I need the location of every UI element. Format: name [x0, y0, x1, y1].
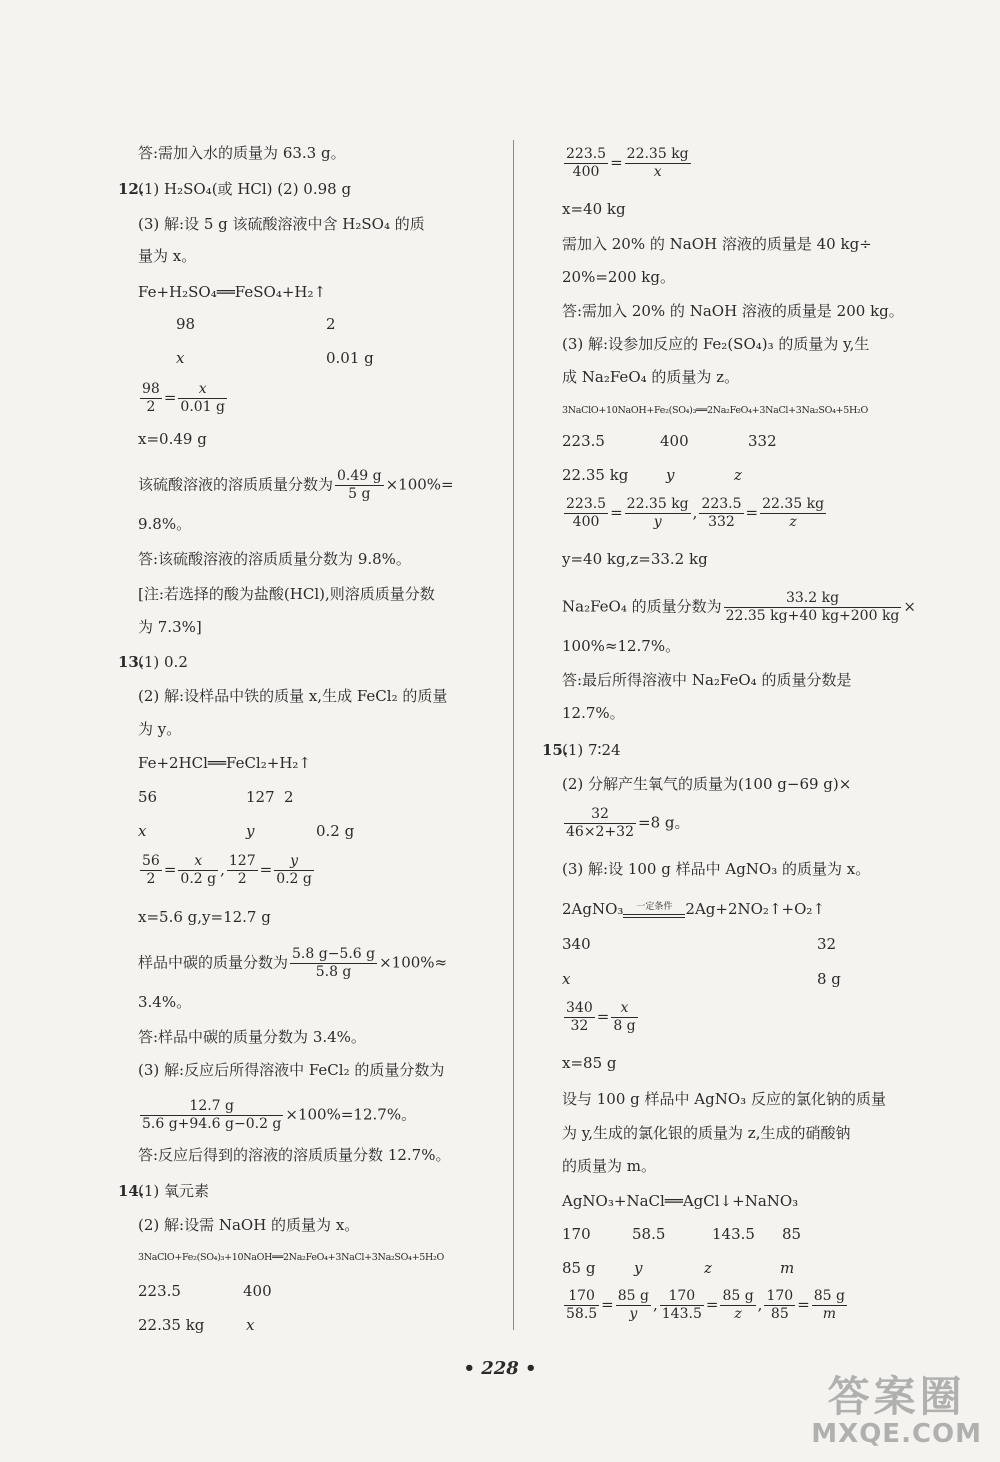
equation-ratio: 223.5 400	[138, 1282, 272, 1300]
answer-line: 12.7%。	[562, 704, 625, 722]
equation-ratio: 340 32	[562, 935, 837, 953]
equation-ratio: x y 0.2 g	[138, 822, 355, 840]
answer-line: 3.4%。	[138, 993, 192, 1011]
equation-ratio: x 8 g	[562, 970, 841, 988]
answer-line: (2) 分解产生氧气的质量为(100 g−69 g)×	[562, 775, 852, 793]
equation: 2AgNO₃ 一定条件 2Ag+2NO₂↑+O₂↑	[562, 900, 825, 918]
watermark-logo: 答案圈 MXQE.COM	[811, 1372, 982, 1449]
proportion: $\frac{56}{2}$ = $\frac{x}{0.2 g}$ , $\frac{127}{2}$ = $\frac{y}{0.2 g}$	[142, 853, 312, 887]
answer-line: 答:该硫酸溶液的溶质质量分数为 9.8%。	[138, 550, 411, 568]
answer-line: x=0.49 g	[138, 430, 207, 448]
equation-ratio: 223.5 400 332	[562, 432, 777, 450]
answer-line: (2) 解:设需 NaOH 的质量为 x。	[138, 1216, 360, 1234]
answer-line: (1) 0.2	[138, 653, 188, 671]
answer-line: 20%=200 kg。	[562, 268, 675, 286]
answer-line: (3) 解:设 5 g 该硫酸溶液中含 H₂SO₄ 的质	[138, 215, 425, 233]
answer-line: 为 y,生成的氯化银的质量为 z,生成的硝酸钠	[562, 1124, 851, 1142]
answer-line: (3) 解:反应后所得溶液中 FeCl₂ 的质量分数为	[138, 1061, 445, 1079]
answer-line: 答:反应后得到的溶液的溶质质量分数 12.7%。	[138, 1146, 451, 1164]
answer-line: (2) 解:设样品中铁的质量 x,生成 FeCl₂ 的质量	[138, 687, 448, 705]
note-line: 为 7.3%]	[138, 618, 202, 636]
answer-line: (1) 氧元素	[138, 1182, 210, 1200]
answer-line: 成 Na₂FeO₄ 的质量为 z。	[562, 368, 740, 386]
proportion: $\frac{223.5}{400}$ = $\frac{22.35 kg}{y}$ , $\frac{223.5}{332}$ = $\frac{22.35 kg}{z}$	[566, 496, 825, 530]
answer-line: 100%≈12.7%。	[562, 637, 681, 655]
equation-ratio: x 0.01 g	[176, 349, 374, 367]
equation: AgNO₃+NaCl══AgCl↓+NaNO₃	[562, 1192, 799, 1210]
answer-line: 需加入 20% 的 NaOH 溶液的质量是 40 kg÷	[562, 235, 872, 253]
proportion: $\frac{32}{46\times 2+32}$ =8 g。	[566, 806, 690, 840]
proportion: $\frac{98}{2}$ = $\frac{x}{0.01 g}$	[142, 381, 225, 415]
answer-line: 的质量为 m。	[562, 1157, 656, 1175]
page-number: • 228 •	[463, 1358, 537, 1379]
question-number: 15.	[542, 741, 569, 759]
answer-line: 样品中碳的质量分数为 $\frac{5.8 g-5.6 g}{5.8 g}$ ×100%≈	[138, 946, 448, 980]
answer-line: (3) 解:设参加反应的 Fe₂(SO₄)₃ 的质量为 y,生	[562, 335, 870, 353]
answer-line: x=40 kg	[562, 200, 626, 218]
answer-line: (1) 7∶24	[562, 741, 621, 759]
equation: 3NaClO+10NaOH+Fe₂(SO₄)₃══2Na₂FeO₄+3NaCl+3Na₂SO₄+5H₂O	[562, 405, 869, 416]
answer-line: $\frac{12.7 g}{5.6 g+94.6 g-0.2 g}$ ×100%=12.7%。	[142, 1098, 417, 1132]
answer-line: 9.8%。	[138, 515, 192, 533]
equation-ratio: 98 2	[176, 315, 336, 333]
answer-line: 量为 x。	[138, 247, 197, 265]
answer-line: x=5.6 g,y=12.7 g	[138, 908, 271, 926]
question-number: 14.	[118, 1182, 145, 1200]
question-number: 12.	[118, 180, 145, 198]
answer-line: 为 y。	[138, 720, 182, 738]
answer-line: (1) H₂SO₄(或 HCl) (2) 0.98 g	[138, 180, 352, 198]
proportion: $\frac{340}{32}$ = $\frac{x}{8 g}$	[566, 1000, 636, 1034]
proportion: $\frac{223.5}{400}$ = $\frac{22.35 kg}{x}$	[566, 146, 689, 180]
answer-line: 答:需加入 20% 的 NaOH 溶液的质量是 200 kg。	[562, 302, 904, 320]
column-divider	[513, 140, 514, 1330]
equation-ratio: 22.35 kg y z	[562, 466, 742, 484]
note-line: [注:若选择的酸为盐酸(HCl),则溶质质量分数	[138, 585, 435, 603]
equation: 3NaClO+Fe₂(SO₄)₃+10NaOH══2Na₂FeO₄+3NaCl+3Na₂SO₄+5H₂O	[138, 1252, 445, 1263]
answer-line: x=85 g	[562, 1054, 617, 1072]
answer-line: 设与 100 g 样品中 AgNO₃ 反应的氯化钠的质量	[562, 1090, 886, 1108]
equation-ratio: 85 g y z m	[562, 1259, 795, 1277]
answer-line: 该硫酸溶液的溶质质量分数为 $\frac{0.49 g}{5 g}$ ×100%=	[138, 468, 454, 502]
answer-line: 答:样品中碳的质量分数为 3.4%。	[138, 1028, 366, 1046]
equation-ratio: 170 58.5 143.5 85	[562, 1225, 802, 1243]
answer-line: Na₂FeO₄ 的质量分数为 $\frac{33.2 kg}{22.35 kg+40 kg+200 kg}$ ×	[562, 590, 916, 624]
answer-line: (3) 解:设 100 g 样品中 AgNO₃ 的质量为 x。	[562, 860, 871, 878]
proportion: $\frac{170}{58.5}$ = $\frac{85 g}{y}$ , $\frac{170}{143.5}$ = $\frac{85 g}{z}$ , $\frac{170}{85}$ = $\frac{85 g}{m}$	[566, 1288, 845, 1322]
equation: Fe+2HCl══FeCl₂+H₂↑	[138, 754, 311, 772]
question-number: 13.	[118, 653, 145, 671]
answer-line: y=40 kg,z=33.2 kg	[562, 550, 708, 568]
equation-ratio: 22.35 kg x	[138, 1316, 255, 1334]
equation-ratio: 56 127 2	[138, 788, 294, 806]
answer-line: 答:需加入水的质量为 63.3 g。	[138, 144, 346, 162]
equation: Fe+H₂SO₄══FeSO₄+H₂↑	[138, 283, 327, 301]
answer-line: 答:最后所得溶液中 Na₂FeO₄ 的质量分数是	[562, 671, 852, 689]
